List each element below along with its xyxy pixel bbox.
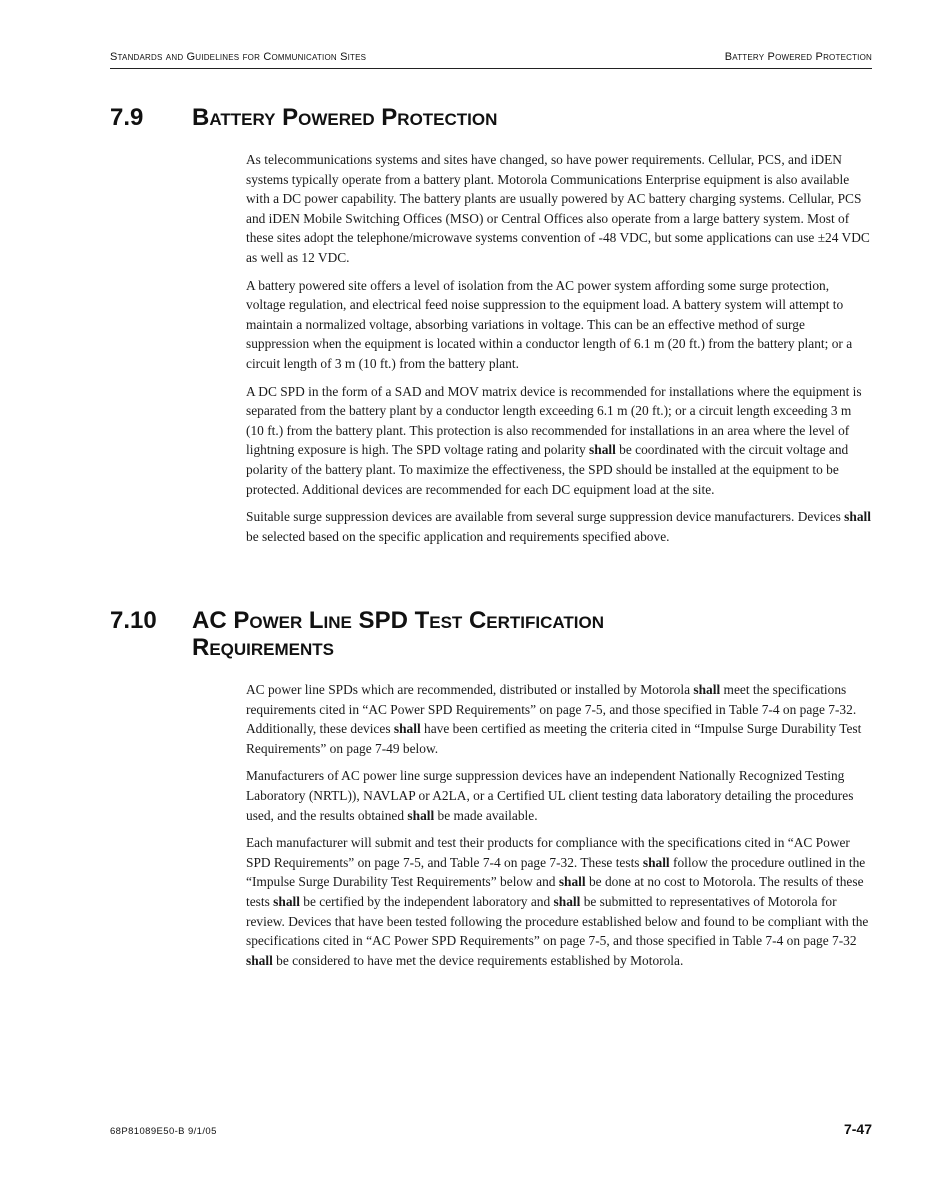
text-run: A DC SPD in the form of a SAD and MOV matrix device is recommended for installations where the equipment is separated from the battery plant by a conductor length exceeding 6.1 m (20 ft.); or a circuit length exceeding 3 m (10 ft.) from the battery plant. This protection is also recommended for installations in an area where the level of lightning exposure is high. The SPD voltage rating and polarity: [246, 383, 862, 458]
text-run: be selected based on the specific application and requirements specified above.: [246, 528, 670, 544]
shall-emphasis: shall: [553, 893, 581, 909]
footer-document-id: 68P81089E50-B 9/1/05: [110, 1126, 217, 1137]
shall-emphasis: shall: [642, 854, 670, 870]
text-run: Each manufacturer will submit and test their products for compliance with the specifications cited in “AC Power SPD Requirements” on page 7-5, and Table 7-4 on page 7-32. These tests: [246, 835, 850, 870]
section-7-10-title-line-1: AC Power Line SPD Test Certification: [192, 607, 605, 634]
section-7-10-body: [246, 680, 871, 978]
text-run: be done at no cost to Motorola. The results of these tests: [246, 874, 864, 909]
text-run: be coordinated with the circuit voltage and polarity of the battery plant. To maximize the effectiveness, the SPD should be installed at the equipment to be protected. Additional devices are recommended for each DC equipment load at the site.: [246, 442, 849, 497]
shall-emphasis: shall: [246, 952, 273, 968]
text-run: Manufacturers of AC power line surge suppression devices have an independent Nationally Recognized Testing Laboratory (NRTL)), NAVLAP or A2LA, or a Certified UL client testing data laboratory detailing the procedures used, and the results obtained: [246, 768, 854, 823]
text-run: have been certified as meeting the criteria cited in “Impulse Surge Durability Test Requirements” on page 7-49 below.: [246, 721, 862, 756]
shall-emphasis: shall: [393, 721, 421, 737]
header-section-title: Battery Powered Protection: [724, 51, 872, 63]
text-run: be submitted to representatives of Motorola for review. Devices that have been tested following the procedure established below and found to be compliant with the specifications cited in “AC Power SPD Requirements” on page 7-5, and those specified in Table 7-4 on page 7-32: [246, 893, 869, 949]
text-run: Suitable surge suppression devices are available from several surge suppression device manufacturers. Devices: [246, 509, 845, 525]
shall-emphasis: shall: [589, 442, 616, 458]
shall-emphasis: shall: [273, 893, 300, 909]
section-7-9-paragraph-2: A battery powered site offers a level of isolation from the AC power system affording some surge protection, voltage regulation, and electrical feed noise suppression to the equipment load. A battery system will attempt to maintain a normalized voltage, absorbing variations in voltage. This can be an effective method of surge suppression when the equipment is located within a conductor length of 6.1 m (20 ft.) from the battery plant; or a circuit length of 3 m (10 ft.) from the battery plant.: [246, 277, 853, 371]
header-document-title: Standards and Guidelines for Communication Sites: [110, 51, 367, 63]
section-7-9-paragraph-1: As telecommunications systems and sites have changed, so have power requirements. Cellular, PCS, and iDEN systems typically operate from a battery plant. Motorola Communications Enterprise equipment is also available with a DC power capability. The battery plants are usually powered by AC battery charging systems. Cellular, PCS and iDEN Mobile Switching Offices (MSO) or Central Offices also operate from a large battery system. Most of these sites adopt the telephone/microwave systems convention of -48 VDC, but some applications can use ±24 VDC as well as 12 VDC.: [246, 152, 870, 265]
section-7-9-heading: [110, 104, 810, 134]
section-7-10-paragraph-2: [246, 766, 871, 825]
section-7-10-paragraph-1: [246, 680, 871, 758]
footer-page-number: 7-47: [843, 1121, 872, 1137]
text-run: be considered to have met the device requirements established by Motorola.: [272, 952, 684, 968]
text-run: be certified by the independent laboratory and: [299, 893, 554, 909]
shall-emphasis: shall: [693, 682, 721, 697]
text-run: meet the specifications requirements cited in “AC Power SPD Requirements” on page 7-5, and those specified in Table 7-4 on page 7-32. Additionally, these devices: [246, 682, 857, 737]
section-7-10-number: 7.10: [110, 607, 157, 634]
running-header: [110, 48, 872, 69]
section-7-9-paragraph-3: [246, 382, 871, 500]
shall-emphasis: shall: [558, 874, 586, 890]
section-7-9-title: Battery Powered Protection: [192, 104, 498, 131]
section-7-10-title-line-2: Requirements: [192, 634, 335, 661]
section-7-10-title: [192, 607, 792, 661]
shall-emphasis: shall: [407, 807, 435, 823]
section-7-10-heading: [110, 607, 810, 663]
section-7-9-paragraph-4: [246, 507, 871, 546]
section-7-10-paragraph-3: [246, 833, 871, 970]
text-run: follow the procedure outlined in the “Impulse Surge Durability Test Requirements” below and: [246, 854, 866, 890]
text-run: be made available.: [434, 807, 538, 823]
section-7-9-body: [246, 150, 871, 554]
text-run: AC power line SPDs which are recommended, distributed or installed by Motorola: [246, 682, 694, 697]
section-7-9-number: 7.9: [110, 104, 144, 131]
shall-emphasis: shall: [844, 509, 871, 525]
